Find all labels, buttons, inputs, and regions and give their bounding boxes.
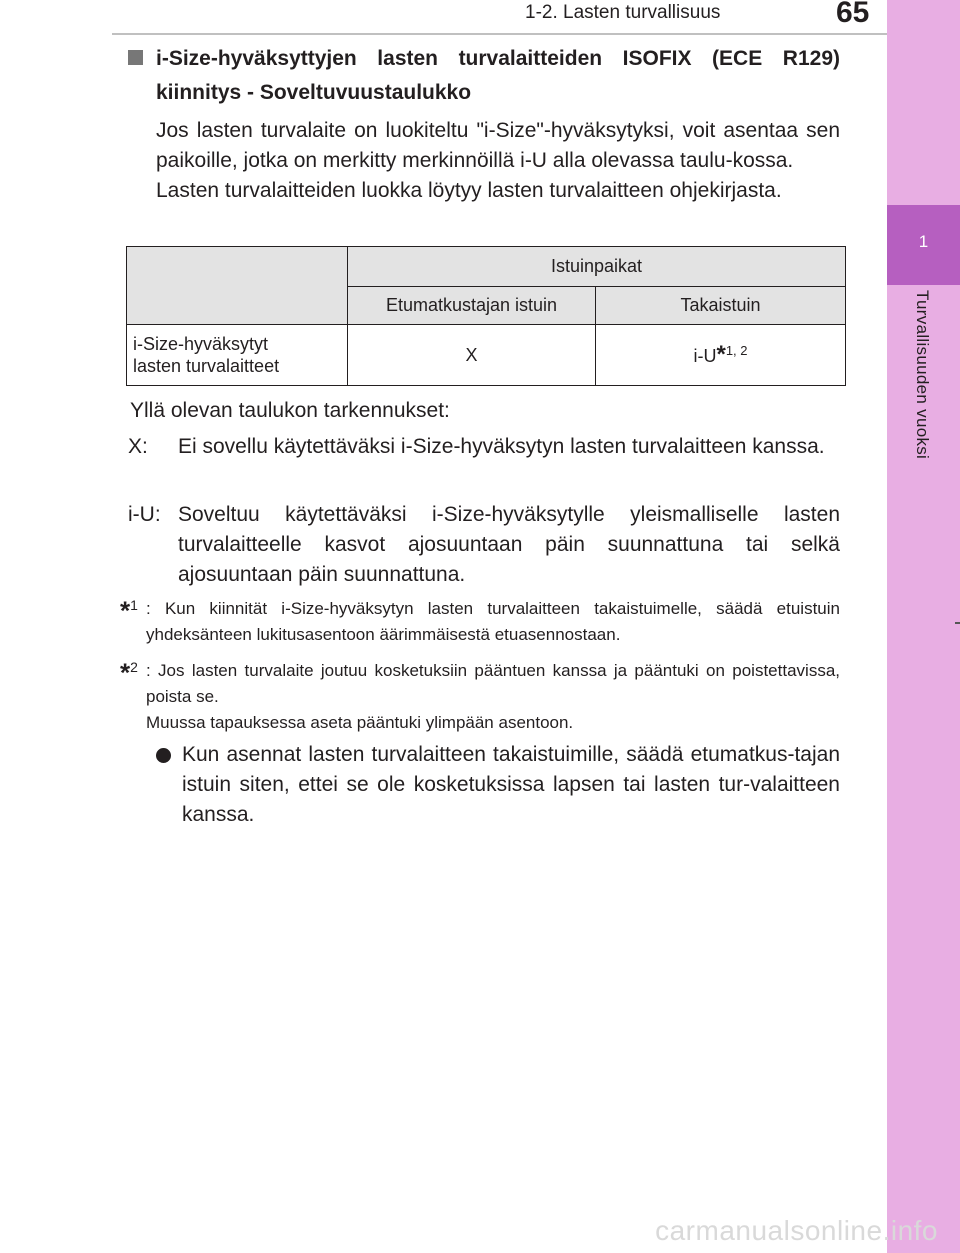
chapter-side-tab bbox=[887, 0, 960, 1253]
bullet-dot-icon bbox=[156, 748, 171, 763]
table-cell-front: X bbox=[348, 325, 596, 386]
footnote-marker bbox=[120, 654, 138, 686]
table-col-front: Etumatkustajan istuin bbox=[348, 287, 596, 325]
table-row-label bbox=[127, 325, 348, 386]
footnote-number: 2 bbox=[130, 659, 138, 675]
intro-line-1: Jos lasten turvalaite on luokiteltu "i-Size"-hyväksytyksi, voit asentaa sen paikoille, jotka on merkitty merkinnöillä i-U alla olevassa taulu-kossa. bbox=[156, 119, 840, 172]
footnote-1 bbox=[120, 596, 840, 648]
chapter-number: 1 bbox=[918, 232, 929, 251]
legend-intro: Yllä olevan taulukon tarkennukset: bbox=[130, 399, 450, 422]
footnote-number: 1 bbox=[130, 597, 138, 613]
header-divider bbox=[112, 33, 888, 35]
footnote-star: * bbox=[120, 595, 131, 626]
heading-square-icon bbox=[128, 50, 143, 65]
table-cell-rear bbox=[596, 325, 846, 386]
header-section-title: 1-2. Lasten turvallisuus bbox=[525, 2, 721, 23]
table-corner-cell bbox=[127, 247, 348, 325]
legend-desc: Ei sovellu käytettäväksi i-Size-hyväksytyn lasten turvalaitteen kanssa. bbox=[178, 435, 825, 458]
footnote-2 bbox=[120, 658, 840, 736]
legend-term: X: bbox=[128, 435, 148, 458]
footnote-star: * bbox=[120, 657, 131, 688]
intro-paragraph bbox=[156, 116, 840, 206]
footnote-text: : Kun kiinnität i-Size-hyväksytyn lasten turvalaitteen takaistuimelle, säädä etuistuin yhdeksänteen lukitusasentoon äärimmäisestä etuasennostaan. bbox=[146, 599, 840, 644]
rear-value: i-U bbox=[693, 346, 717, 366]
footnote-text: : Jos lasten turvalaite joutuu kosketuksiin pääntuen kanssa ja pääntuki on poistettavissa, poista se. bbox=[146, 661, 840, 706]
tab-edge-mark bbox=[955, 622, 960, 624]
suitability-table bbox=[126, 246, 846, 386]
section-heading-text: i-Size-hyväksyttyjen lasten turvalaitteiden ISOFIX (ECE R129) kiinnitys - Soveltuvuustaulukko bbox=[156, 47, 840, 104]
table-col-rear: Takaistuin bbox=[596, 287, 846, 325]
chapter-title: Turvallisuuden vuoksi bbox=[913, 290, 932, 460]
legend-term: i-U: bbox=[128, 503, 161, 526]
intro-line-2: Lasten turvalaitteiden luokka löytyy lasten turvalaitteen ohjekirjasta. bbox=[156, 179, 782, 202]
watermark: carmanualsonline.info bbox=[655, 1215, 938, 1246]
legend-desc: Soveltuu käytettäväksi i-Size-hyväksytylle yleismalliselle lasten turvalaitteelle kasvot ajosuuntaan päin suunnattuna tai selkä ajosuuntaan päin suunnattuna. bbox=[178, 503, 840, 586]
section-heading bbox=[128, 42, 840, 110]
footnote-text-continued: Muussa tapauksessa aseta pääntuki ylimpään asentoon. bbox=[146, 713, 574, 732]
bullet-item bbox=[156, 740, 840, 830]
page-number: 65 bbox=[836, 0, 870, 29]
row-label-line-2: lasten turvalaitteet bbox=[133, 356, 280, 376]
rear-footnote-ref: 1, 2 bbox=[725, 343, 748, 358]
footnote-marker bbox=[120, 592, 138, 624]
rear-star: * bbox=[716, 341, 726, 368]
legend-item-iu bbox=[128, 500, 840, 590]
bullet-text: Kun asennat lasten turvalaitteen takaistuimille, säädä etumatkus-tajan istuin siten, ettei se ole kosketuksissa lapsen tai lasten tur-valaitteen kanssa. bbox=[182, 743, 840, 826]
table-group-header: Istuinpaikat bbox=[348, 247, 846, 287]
legend-item-x bbox=[128, 432, 840, 462]
row-label-line-1: i-Size-hyväksytyt bbox=[133, 334, 269, 354]
